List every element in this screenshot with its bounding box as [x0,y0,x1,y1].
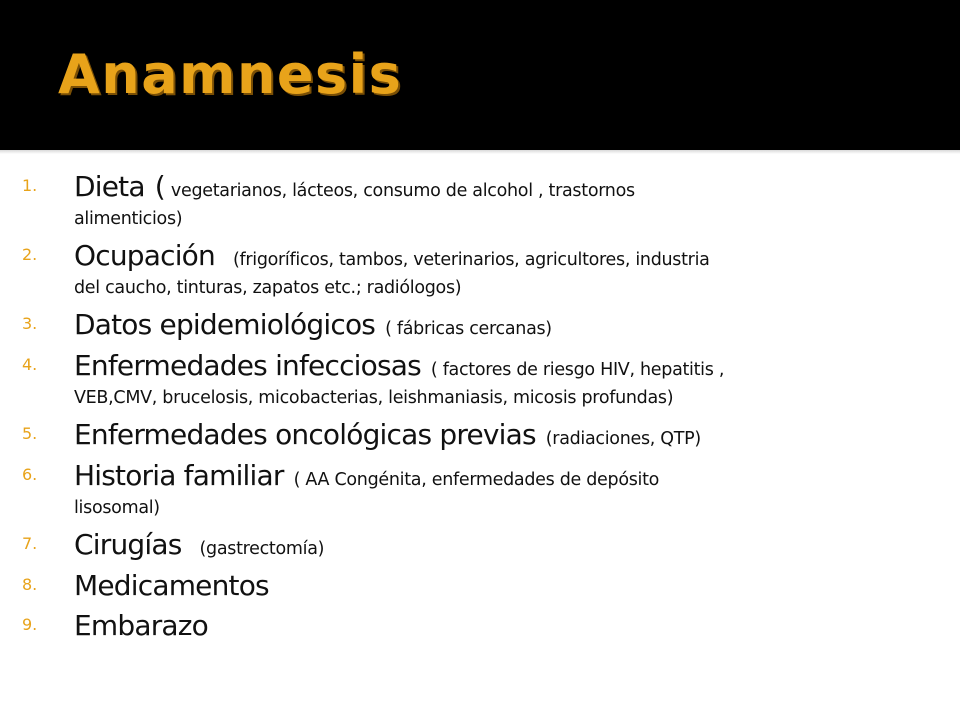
item-detail-continued: del caucho, tinturas, zapatos etc.; radiólogos) [74,278,462,298]
item-number: 9. [22,615,38,634]
item-detail-continued: lisosomal) [74,498,160,518]
item-number: 4. [22,355,38,374]
item-detail-continued: alimenticios) [74,209,183,229]
list-item [0,239,960,302]
item-detail: vegetarianos, lácteos, consumo de alcohol , trastornos [165,181,635,201]
list-item [0,308,960,343]
item-number: 8. [22,575,38,594]
item-number: 5. [22,424,38,443]
list-item [0,569,960,603]
item-detail: (radiaciones, QTP) [545,429,701,449]
item-detail: ( AA Congénita, enfermedades de depósito [293,470,660,490]
list-item [0,609,960,643]
item-number: 2. [22,245,38,264]
item-number: 3. [22,314,38,333]
item-detail: ( fábricas cercanas) [385,319,552,339]
item-detail: (gastrectomía) [199,539,325,559]
list-item [0,349,960,412]
item-heading: Enfermedades oncológicas previas [74,418,536,451]
item-detail: (frigoríficos, tambos, veterinarios, agricultores, industria [232,250,710,270]
list-item [0,528,960,563]
item-heading: Historia familiar [74,459,284,492]
item-number: 6. [22,465,38,484]
item-number: 7. [22,534,38,553]
list-item [0,170,960,233]
item-heading: Dieta [74,170,145,203]
item-heading: Medicamentos [74,569,269,602]
item-heading: Enfermedades infecciosas [74,349,421,382]
item-heading: Ocupación [74,239,215,272]
item-number: 1. [22,176,38,195]
list-item [0,418,960,453]
anamnesis-list [0,170,960,649]
item-paren: ( [154,170,166,203]
title-bar [0,0,960,150]
list-item [0,459,960,522]
item-heading: Cirugías [74,528,182,561]
item-heading: Datos epidemiológicos [74,308,376,341]
slide-title: Anamnesis [58,43,403,106]
content-area [0,154,960,720]
item-heading: Embarazo [74,609,208,642]
item-detail: ( factores de riesgo HIV, hepatitis , [430,360,725,380]
item-detail-continued: VEB,CMV, brucelosis, micobacterias, leishmaniasis, micosis profundas) [74,388,674,408]
